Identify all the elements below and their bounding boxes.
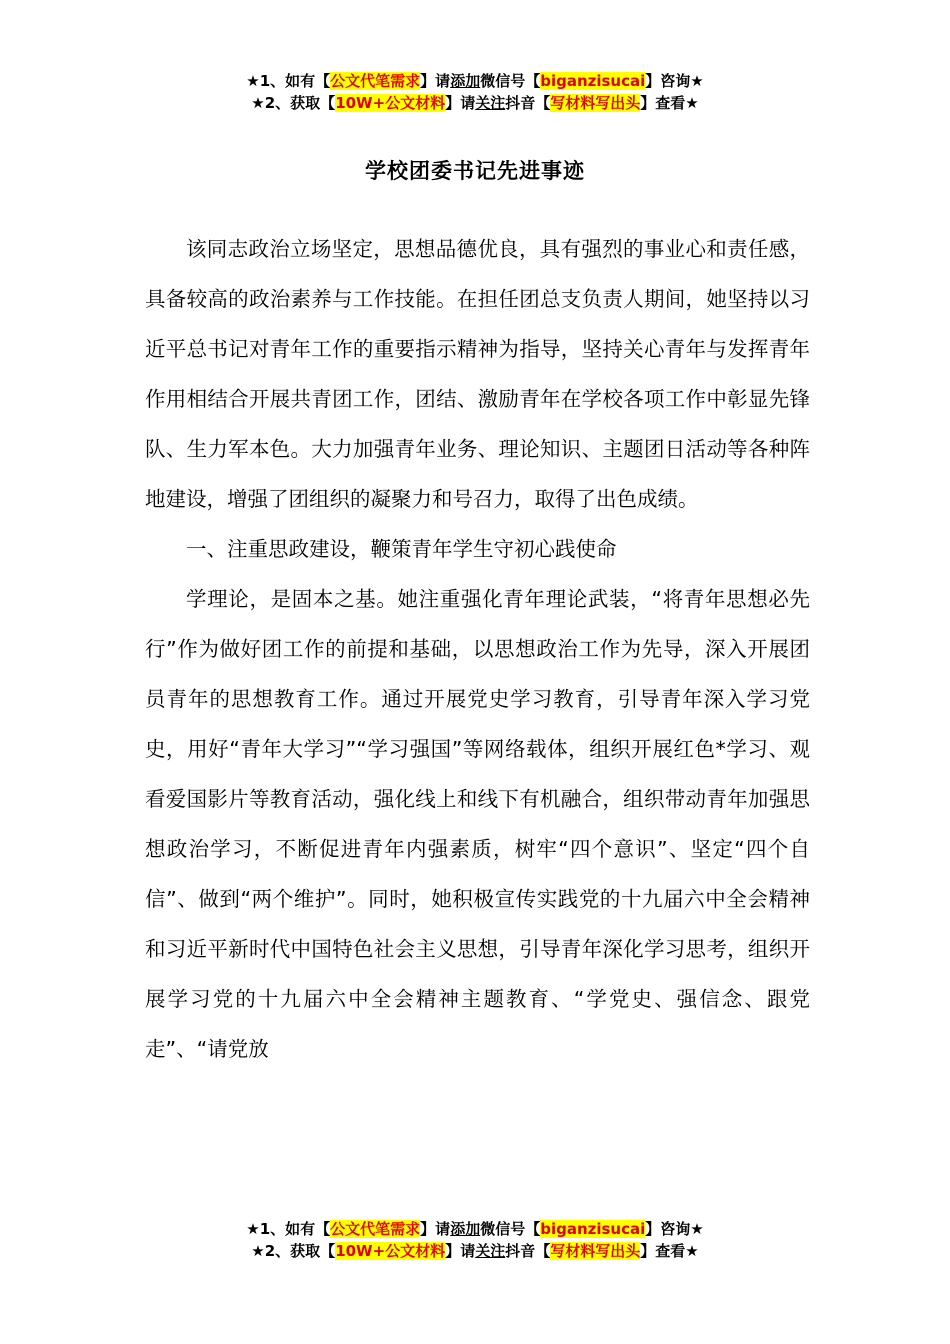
highlight-service: 公文代笔需求: [330, 72, 421, 90]
highlight-materials: 10W+公文材料: [335, 94, 446, 112]
underlined-add: 添加: [450, 1220, 481, 1238]
banner-line-2: [0, 1240, 950, 1262]
highlight-service: 公文代笔需求: [330, 1220, 421, 1238]
banner-line-1: [0, 70, 950, 92]
document-title: 学校团委书记先进事迹: [365, 159, 585, 183]
highlight-wechat-id: biganzisucai: [540, 72, 646, 90]
banner-text: 】请: [420, 72, 451, 90]
banner-text: ★2、获取【: [251, 1242, 336, 1260]
banner-text: 】请: [420, 1220, 451, 1238]
paragraph-intro: 该同志政治立场坚定，思想品德优良，具有强烈的事业心和责任感，具备较高的政治素养与工作技能。在担任团总支负责人期间，她坚持以习近平总书记对青年工作的重要指示精神为指导，坚持关心青年与发挥青年作用相结合开展共青团工作，团结、激励青年在学校各项工作中彰显先锋队、生力军本色。大力加强青年业务、理论知识、主题团日活动等各种阵地建设，增强了团组织的凝聚力和号召力，取得了出色成绩。: [145, 237, 810, 511]
banner-text: ★2、获取【: [251, 94, 336, 112]
banner-text: 】查看★: [640, 1242, 699, 1260]
paragraph-theory: 学理论，是固本之基。她注重强化青年理论武装，“将青年思想必先行”作为做好团工作的前提和基础，以思想政治工作为先导，深入开展团员青年的思想教育工作。通过开展党史学习教育，引导青年深入学习党史，用好“青年大学习”“学习强国”等网络载体，组织开展红色*学习、观看爱国影片等教育活动，强化线上和线下有机融合，组织带动青年加强思想政治学习，不断促进青年内强素质，树牢“四个意识”、坚定“四个自信”、做到“两个维护”。同时，她积极宣传实践党的十九届六中全会精神和习近平新时代中国特色社会主义思想，引导青年深化学习思考，组织开展学习党的十九届六中全会精神主题教育、“学党史、强信念、跟党走”、“请党放: [145, 587, 810, 1061]
banner-text: 】咨询★: [645, 72, 704, 90]
banner-text: 微信号【: [480, 1220, 541, 1238]
section-heading: 一、注重思政建设，鞭策青年学生守初心践使命: [186, 537, 617, 561]
banner-text: 抖音【: [505, 1242, 551, 1260]
banner-text: 抖音【: [505, 94, 551, 112]
banner-text: ★1、如有【: [246, 72, 331, 90]
banner-text: 】查看★: [640, 94, 699, 112]
banner-line-2: [0, 92, 950, 114]
document-body: [145, 224, 810, 1074]
highlight-materials: 10W+公文材料: [335, 1242, 446, 1260]
underlined-add: 添加: [450, 72, 481, 90]
header-banner: [0, 70, 950, 114]
banner-text: ★1、如有【: [246, 1220, 331, 1238]
underlined-follow: 关注: [475, 1242, 506, 1260]
banner-text: 微信号【: [480, 72, 541, 90]
footer-banner: [0, 1218, 950, 1262]
banner-text: 】请: [445, 1242, 476, 1260]
highlight-douyin-id: 写材料写出头: [550, 94, 641, 112]
highlight-douyin-id: 写材料写出头: [550, 1242, 641, 1260]
banner-text: 】咨询★: [645, 1220, 704, 1238]
highlight-wechat-id: biganzisucai: [540, 1220, 646, 1238]
banner-line-1: [0, 1218, 950, 1240]
banner-text: 】请: [445, 94, 476, 112]
underlined-follow: 关注: [475, 94, 506, 112]
